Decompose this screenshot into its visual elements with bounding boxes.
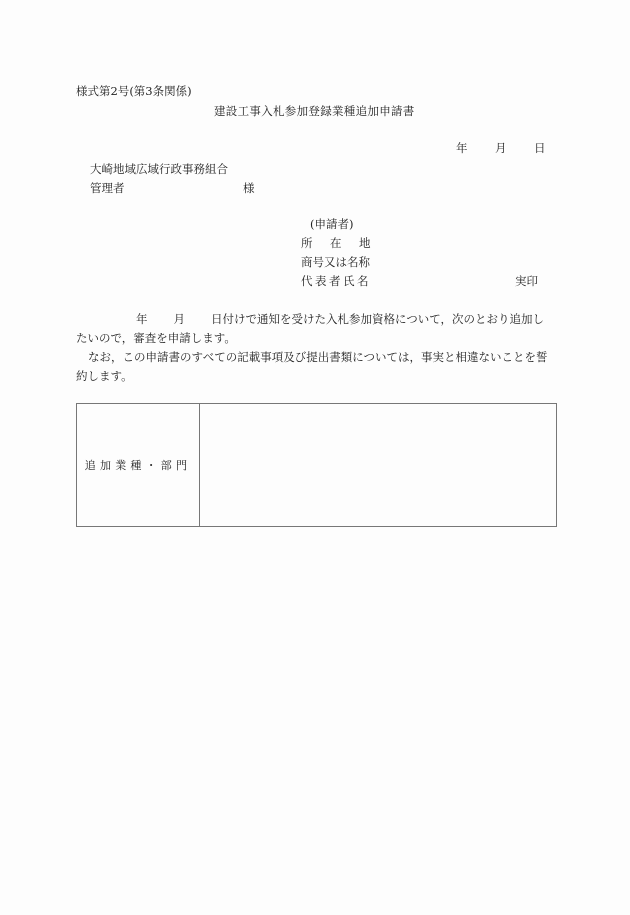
rep-label-char: 名 xyxy=(357,274,369,288)
date-day: 日 xyxy=(534,141,546,155)
recipient-organization: 大崎地域広域行政事務組合 xyxy=(90,162,228,176)
applicant-heading: (申請者) xyxy=(310,217,354,231)
date-month: 月 xyxy=(495,141,507,155)
additional-category-table xyxy=(76,403,557,527)
document-title: 建設工事入札参加登録業種追加申請書 xyxy=(214,104,415,118)
additional-category-label: 追加業種・部門 xyxy=(77,404,200,527)
address-label-char: 所 xyxy=(301,236,313,250)
body-paragraph-1 xyxy=(76,310,554,348)
form-number: 様式第2号(第3条関係) xyxy=(76,84,192,98)
body-day-text: 日付けで通知を受けた入札参加資格について，次のとおり追加したいので，審査を申請します。 xyxy=(76,312,545,345)
seal-label: 実印 xyxy=(515,274,538,288)
rep-label-char: 表 xyxy=(315,274,327,288)
rep-label-char: 氏 xyxy=(343,274,355,288)
address-label-char: 在 xyxy=(330,236,342,250)
address-label xyxy=(301,236,371,250)
additional-category-field[interactable] xyxy=(200,404,557,527)
company-label: 商号又は名称 xyxy=(301,255,370,269)
body-paragraph-2: なお，この申請書のすべての記載事項及び提出書類については，事実と相違ないことを誓約します。 xyxy=(76,350,548,383)
body-year: 年 xyxy=(136,312,148,326)
representative-label xyxy=(301,274,371,288)
rep-label-char: 代 xyxy=(301,274,313,288)
recipient-title: 管理者 xyxy=(90,181,125,195)
body-text xyxy=(76,310,554,386)
date-year: 年 xyxy=(456,141,468,155)
address-label-char: 地 xyxy=(359,236,371,250)
recipient-honorific: 様 xyxy=(243,181,255,195)
rep-label-char: 者 xyxy=(329,274,341,288)
date-line xyxy=(456,141,546,155)
body-month: 月 xyxy=(173,312,185,326)
